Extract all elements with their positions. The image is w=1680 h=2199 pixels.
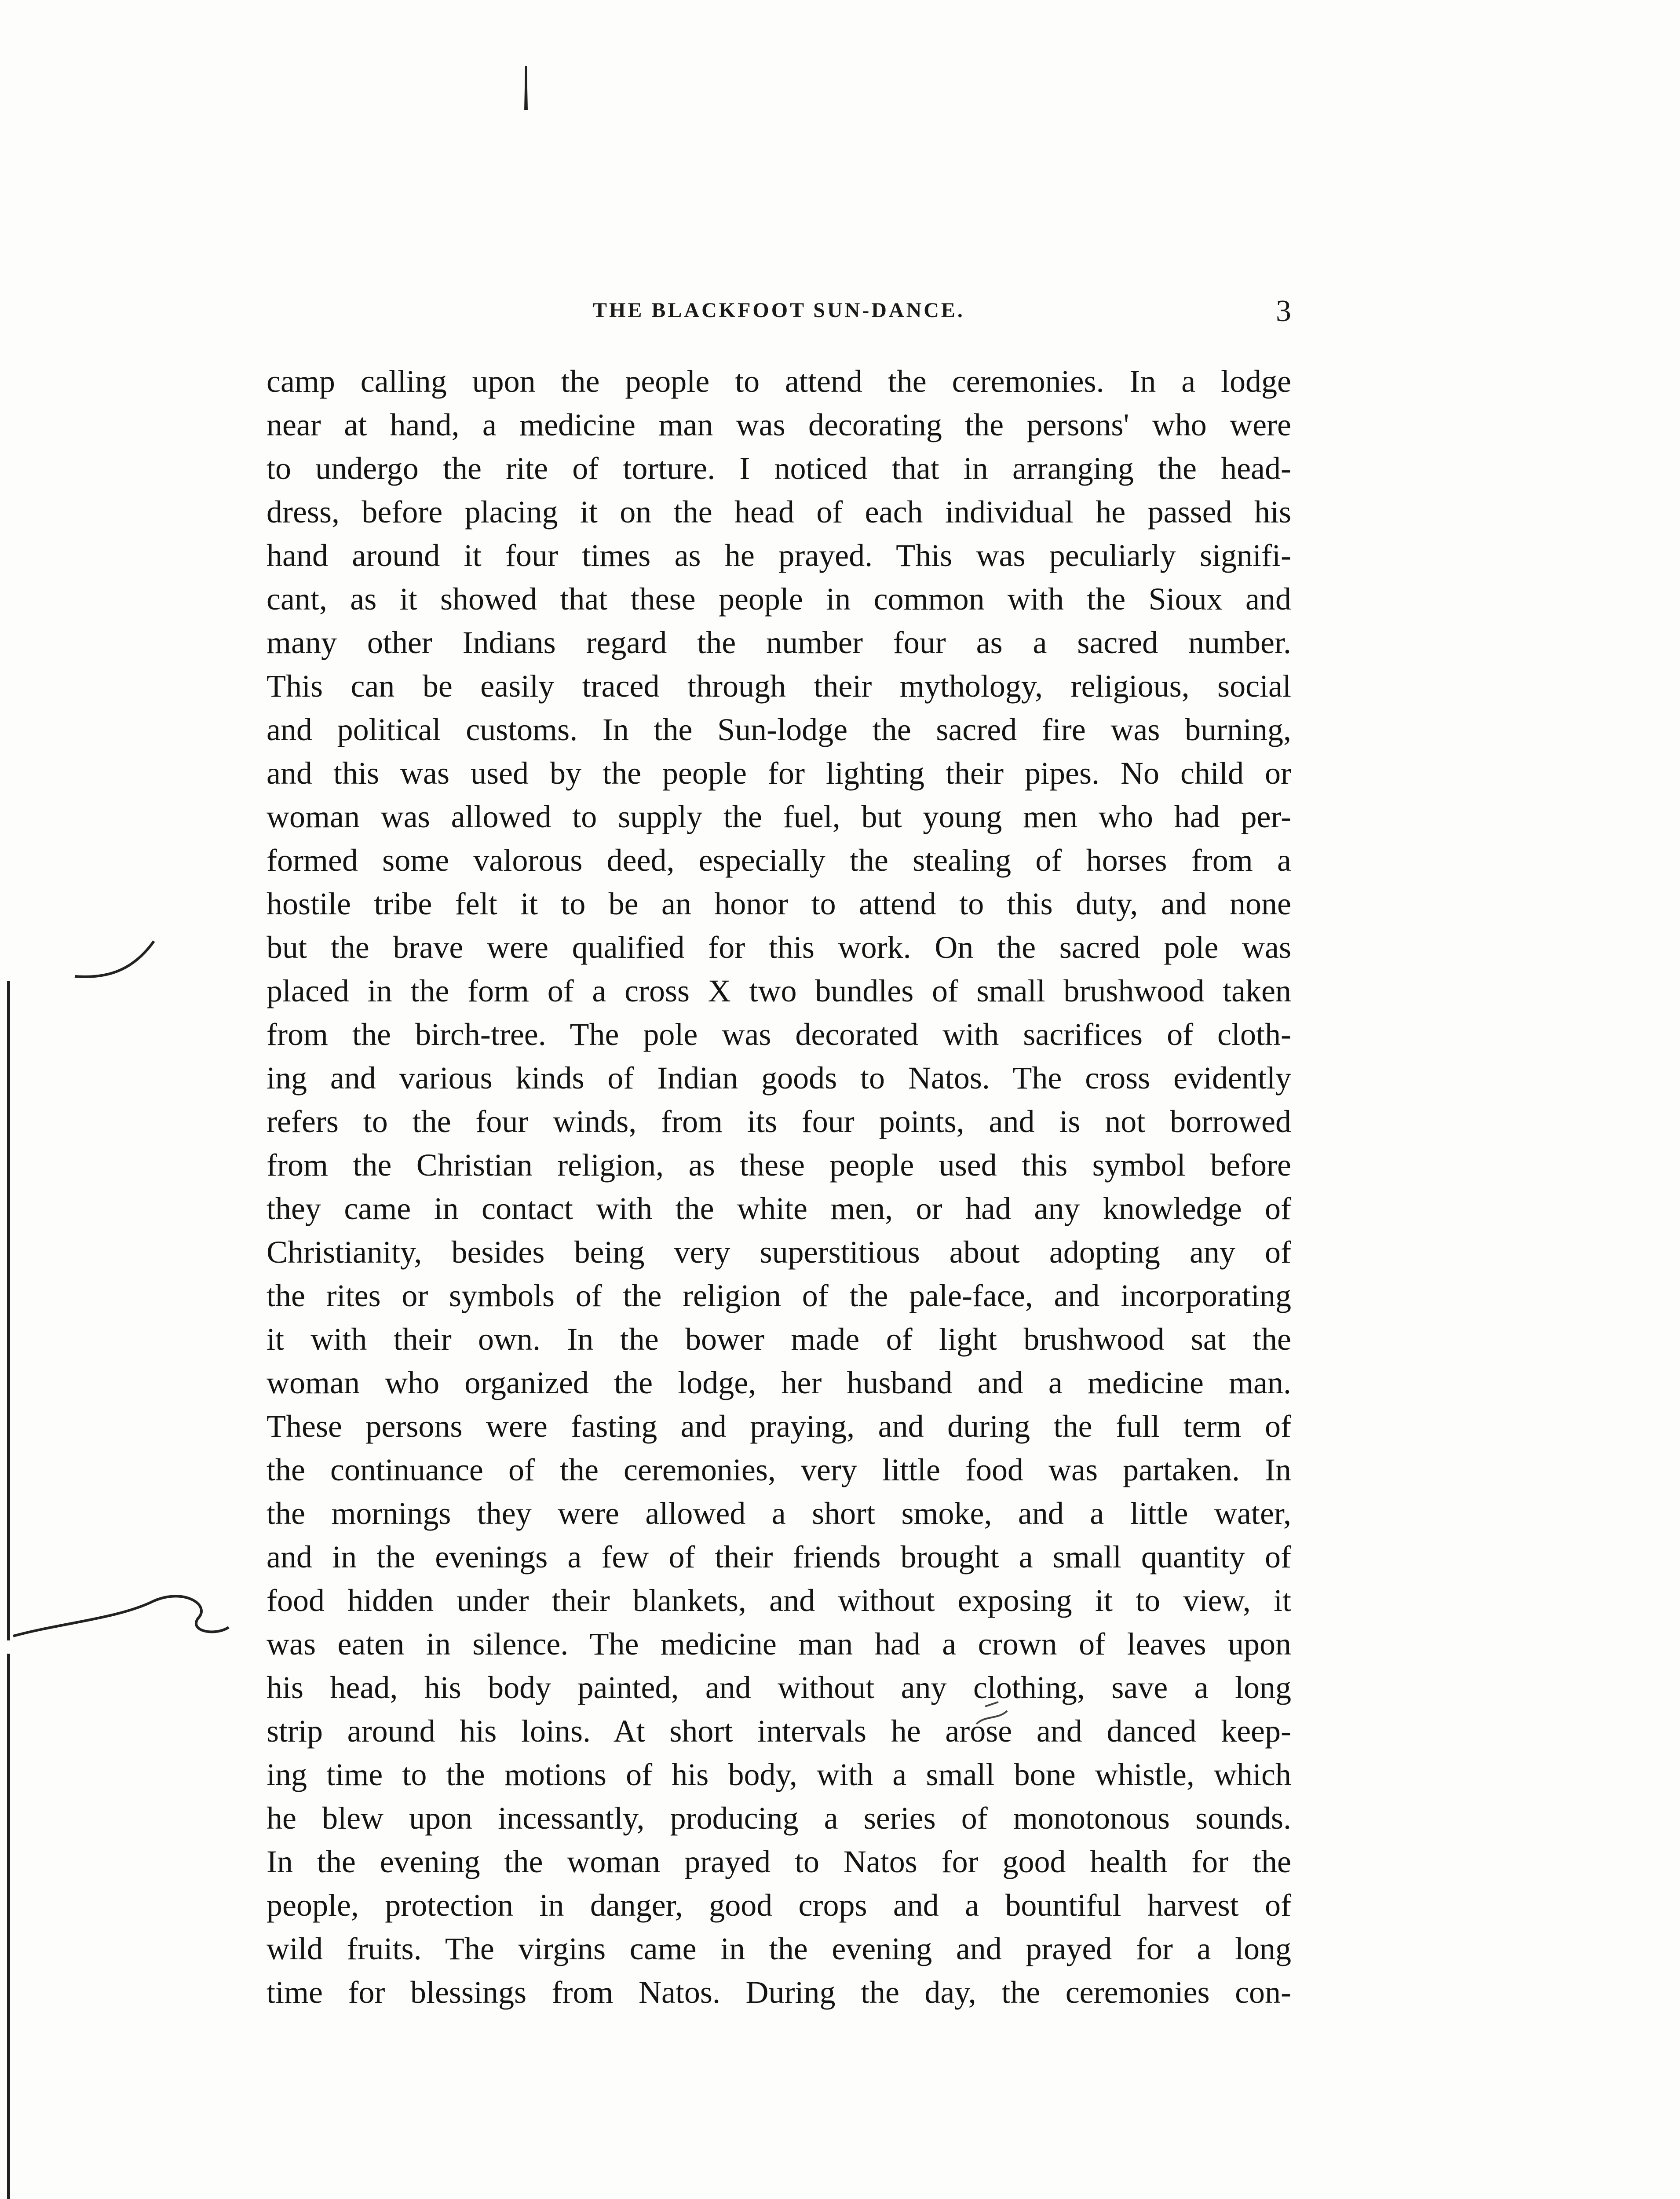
text-line: the continuance of the ceremonies, very little food was partaken. In <box>267 1452 1291 1487</box>
text-line: his head, his body painted, and without any clothing, save a long <box>267 1670 1291 1705</box>
text-line: refers to the four winds, from its four points, and is not borrowed <box>267 1104 1291 1139</box>
text-line: the rites or symbols of the religion of the pale-face, and incorporating <box>267 1278 1291 1313</box>
text-line: was eaten in silence. The medicine man had a crown of leaves upon <box>267 1626 1291 1662</box>
text-line: the mornings they were allowed a short smoke, and a little water, <box>267 1496 1291 1531</box>
text-line: ing time to the motions of his body, with a small bone whistle, which <box>267 1757 1291 1792</box>
text-line: placed in the form of a cross X two bundles of small brushwood taken <box>267 973 1291 1008</box>
body-text <box>267 360 1291 2014</box>
scan-edge-rule <box>7 1654 10 2199</box>
text-line: wild fruits. The virgins came in the evening and prayed for a long <box>267 1931 1291 1966</box>
text-line: to undergo the rite of torture. I noticed that in arranging the head- <box>267 451 1291 486</box>
text-line: In the evening the woman prayed to Natos for good health for the <box>267 1844 1291 1879</box>
scan-speck <box>517 62 535 114</box>
text-line: formed some valorous deed, especially the stealing of horses from a <box>267 843 1291 878</box>
text-line: woman was allowed to supply the fuel, but young men who had per- <box>267 799 1291 834</box>
text-line: food hidden under their blankets, and without exposing it to view, it <box>267 1583 1291 1618</box>
text-line: woman who organized the lodge, her husband and a medicine man. <box>267 1365 1291 1400</box>
text-line: he blew upon incessantly, producing a series of monotonous sounds. <box>267 1801 1291 1836</box>
scan-edge-rule <box>7 981 10 1640</box>
text-line: hostile tribe felt it to be an honor to attend to this duty, and none <box>267 886 1291 921</box>
text-line: many other Indians regard the number four as a sacred number. <box>267 625 1291 660</box>
text-line: and political customs. In the Sun-lodge the sacred fire was burning, <box>267 712 1291 747</box>
running-title: THE BLACKFOOT SUN-DANCE. <box>593 299 965 322</box>
running-head <box>267 294 1291 333</box>
text-line: people, protection in danger, good crops and a bountiful harvest of <box>267 1888 1291 1923</box>
text-line: This can be easily traced through their mythology, religious, social <box>267 668 1291 704</box>
text-line: from the Christian religion, as these people used this symbol before <box>267 1147 1291 1183</box>
text-line: cant, as it showed that these people in common with the Sioux and <box>267 581 1291 617</box>
text-line: it with their own. In the bower made of light brushwood sat the <box>267 1322 1291 1357</box>
page-number: 3 <box>1276 294 1291 328</box>
text-line: dress, before placing it on the head of each individual he passed his <box>267 494 1291 530</box>
text-line: and this was used by the people for lighting their pipes. No child or <box>267 756 1291 791</box>
text-line: Christianity, besides being very superstitious about adopting any of <box>267 1235 1291 1270</box>
text-line: hand around it four times as he prayed. This was peculiarly signifi- <box>267 538 1291 573</box>
text-line: and in the evenings a few of their friends brought a small quantity of <box>267 1539 1291 1574</box>
text-line: they came in contact with the white men, or had any knowledge of <box>267 1191 1291 1226</box>
margin-pencil-mark <box>9 1574 237 1662</box>
text-line: from the birch-tree. The pole was decorated with sacrifices of cloth- <box>267 1017 1291 1052</box>
margin-pencil-mark <box>66 924 180 994</box>
text-line: time for blessings from Natos. During the day, the ceremonies con- <box>267 1975 1291 2010</box>
text-line: camp calling upon the people to attend the ceremonies. In a lodge <box>267 364 1291 399</box>
text-line: strip around his loins. At short intervals he arose and danced keep- <box>267 1713 1291 1749</box>
text-line: but the brave were qualified for this work. On the sacred pole was <box>267 930 1291 965</box>
text-line: These persons were fasting and praying, and during the full term of <box>267 1409 1291 1444</box>
text-line: ing and various kinds of Indian goods to Natos. The cross evidently <box>267 1060 1291 1096</box>
text-line: near at hand, a medicine man was decorating the persons' who were <box>267 407 1291 442</box>
